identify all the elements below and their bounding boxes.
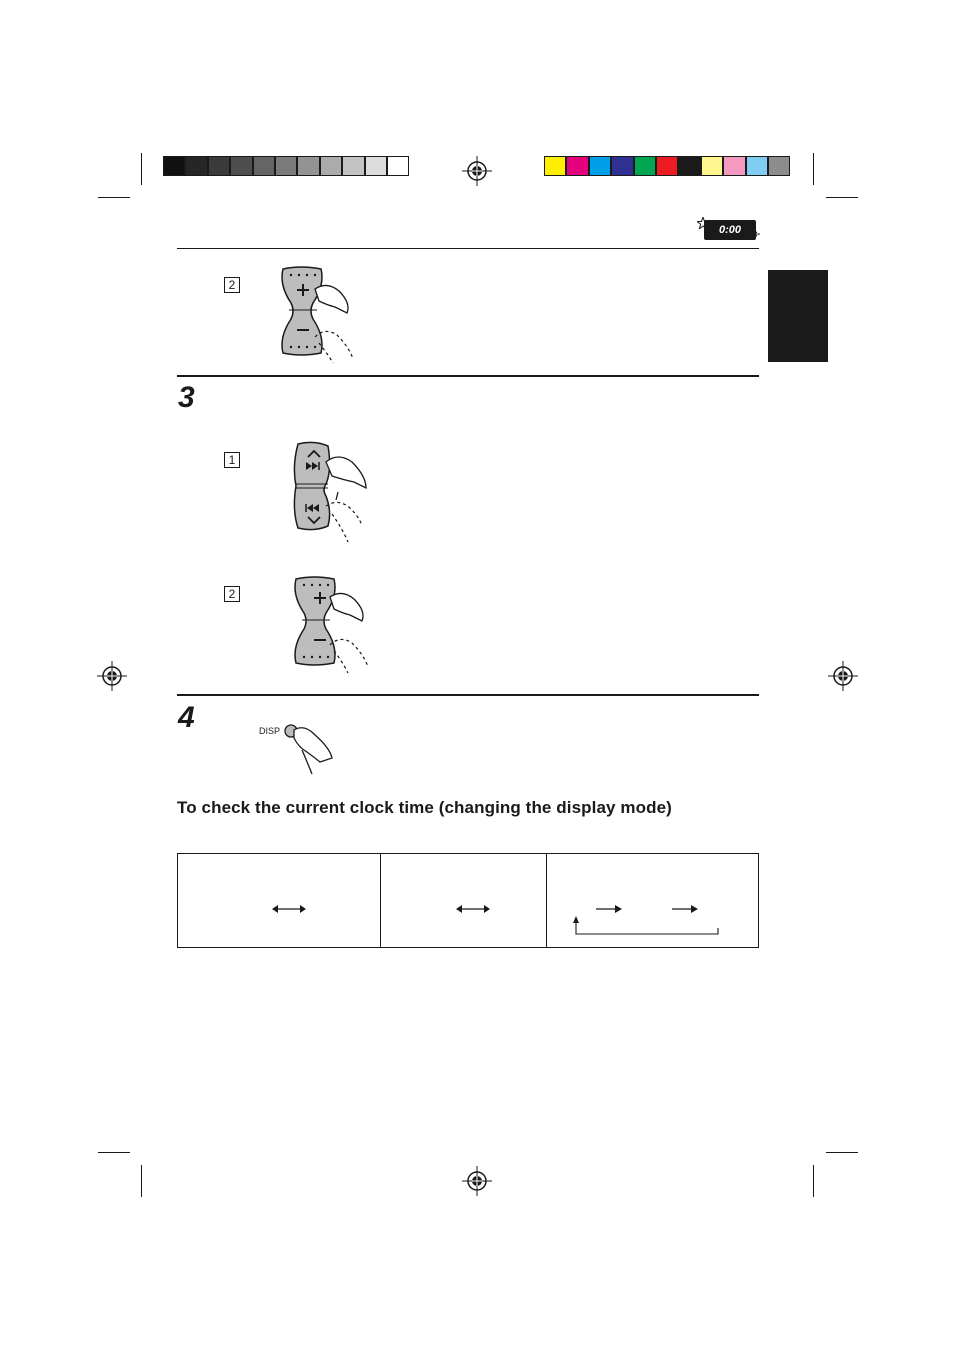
table-cell <box>178 854 381 947</box>
step-number: 3 <box>178 381 195 414</box>
crop-mark <box>813 1165 814 1197</box>
color-swatch <box>768 156 790 176</box>
volume-plus-minus-button-icon <box>275 263 365 365</box>
color-swatch <box>230 156 252 176</box>
language-tab <box>768 270 828 362</box>
registration-target-icon <box>97 661 127 691</box>
double-arrow-icon <box>272 904 306 914</box>
disp-button-label: DISP <box>259 726 281 736</box>
sub-step-number: 1 <box>224 452 240 468</box>
color-swatch <box>589 156 611 176</box>
color-swatch <box>208 156 230 176</box>
registration-target-icon <box>828 661 858 691</box>
disp-button-icon <box>282 720 338 778</box>
sub-step-number: 2 <box>224 586 240 602</box>
color-swatch <box>701 156 723 176</box>
color-swatch <box>185 156 207 176</box>
crop-mark <box>98 1152 130 1153</box>
crop-mark <box>141 1165 142 1197</box>
color-swatch <box>544 156 566 176</box>
step-divider <box>177 375 759 377</box>
sun-icon <box>748 228 760 240</box>
color-swatch <box>387 156 409 176</box>
header-rule <box>177 248 759 249</box>
color-swatch <box>253 156 275 176</box>
step-divider <box>177 694 759 696</box>
crop-mark <box>826 1152 858 1153</box>
double-arrow-icon <box>456 904 490 914</box>
color-swatch <box>656 156 678 176</box>
step-number: 4 <box>178 701 195 734</box>
registration-target-icon <box>462 1166 492 1196</box>
color-swatch <box>342 156 364 176</box>
color-swatch <box>611 156 633 176</box>
color-swatch <box>634 156 656 176</box>
skip-up-down-button-icon <box>290 440 370 545</box>
section-heading: To check the current clock time (changing the display mode) <box>177 798 672 817</box>
clock-display-icon: 0:00 <box>704 220 756 240</box>
registration-target-icon <box>462 156 492 186</box>
crop-mark <box>813 153 814 185</box>
volume-plus-minus-button-icon <box>288 573 378 675</box>
color-swatch <box>723 156 745 176</box>
display-mode-table <box>177 853 759 948</box>
color-swatch <box>566 156 588 176</box>
color-swatch <box>297 156 319 176</box>
color-swatch <box>163 156 185 176</box>
crop-mark <box>826 197 858 198</box>
color-swatch <box>365 156 387 176</box>
crop-mark <box>98 197 130 198</box>
color-swatch <box>275 156 297 176</box>
cycle-arrow-icon <box>570 902 722 938</box>
table-cell <box>380 854 547 947</box>
crop-mark <box>141 153 142 185</box>
color-swatch <box>678 156 700 176</box>
color-swatch <box>320 156 342 176</box>
color-swatch <box>746 156 768 176</box>
sub-step-number: 2 <box>224 277 240 293</box>
